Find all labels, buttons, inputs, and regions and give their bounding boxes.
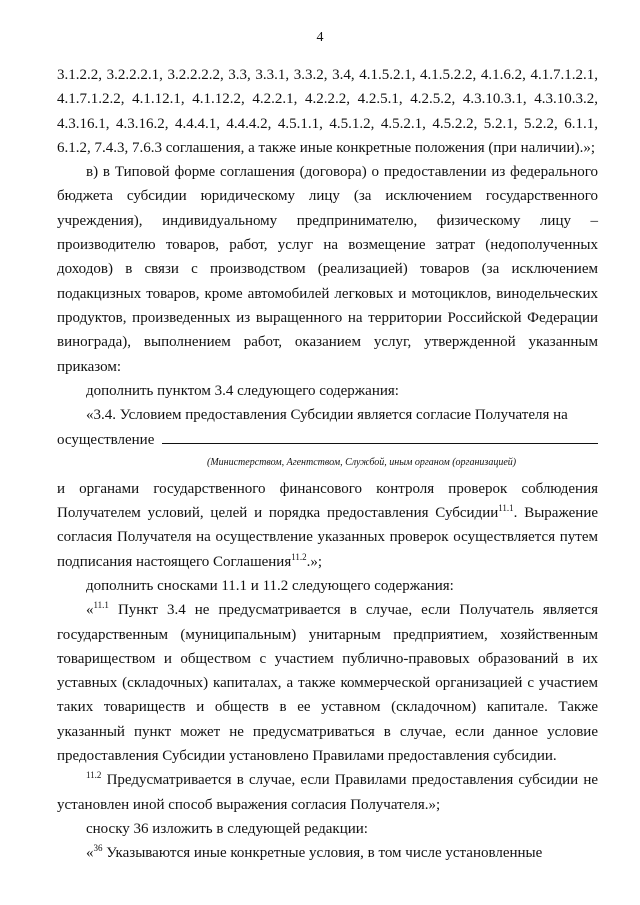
paragraph-text: .»; [306, 553, 323, 570]
fill-in-caption: (Министерством, Агентством, Службой, иным органом (организацией) [207, 456, 517, 468]
footnote-marker: 11.2 [86, 770, 102, 781]
footnote-text: Предусматривается в случае, если Правилами предоставления субсидии не установлен иной способ выражения согласия Получателя.»; [57, 772, 598, 813]
footnote-ref-11-1: 11.1 [498, 503, 514, 514]
paragraph-text: и органами государственного финансового контроля проверок соблюдения Получателем условий, целей и порядка предоставления Субсидии [57, 480, 598, 522]
paragraph-clause-3-4: «3.4. Условием предоставления Субсидии является согласие Получателя на [86, 407, 568, 424]
footnote-11-1 [57, 598, 598, 768]
footnote-text: Указываются иные конкретные условия, в том числе установленные [102, 845, 543, 862]
page-number: 4 [316, 30, 324, 45]
footnote-text: Пункт 3.4 не предусматривается в случае, если Получатель является государственным (муниципальным) унитарным предприятием, хозяйственным товариществом и обществом с участием публично-правовых образований в их уставных (складочных) капиталах, а также коммерческой организацией с участием таких товариществ и обществ в ее уставном (складочном) капитале. Также указанный пункт может не предусматриваться в случае, если данное условие предоставления Субсидии установлено Правилами предоставления субсидии. [57, 602, 598, 765]
quote-mark: « [86, 845, 94, 862]
paragraph-clause-list: 3.1.2.2, 3.2.2.2.1, 3.2.2.2.2, 3.3, 3.3.1, 3.3.2, 3.4, 4.1.5.2.1, 4.1.5.2.2, 4.1.6.2, 4.1.7.1.2.1, 4.1.7.1.2.2, 4.1.12.1, 4.1.12.2, 4.2.2.1, 4.2.2.2, 4.2.5.1, 4.2.5.2, 4.3.10.3.1, 4.3.10.3.2, 4.3.16.1, 4.3.16.2, 4.4.4.1, 4.4.4.2, 4.5.1.1, 4.5.1.2, 4.5.2.1, 4.5.2.2, 5.2.1, 5.2.2, 6.1.1, 6.1.2, 7.4.3, 7.6.3 соглашения, а также иные конкретные положения (при наличии).»; [57, 67, 598, 156]
footnote-marker: 11.1 [93, 600, 109, 611]
document-body [57, 63, 598, 866]
fill-in-row [57, 427, 598, 452]
fill-in-label: осуществление [57, 432, 155, 449]
paragraph-text: . Выражение согласия Получателя на осуществление указанных проверок осуществляется путем подписания настоящего Соглашения [57, 505, 599, 570]
paragraph-control-bodies [57, 477, 598, 574]
footnote-ref-11-2: 11.2 [291, 551, 307, 562]
footnote-marker: 36 [93, 843, 103, 854]
fill-in-blank-line [162, 427, 598, 444]
footnote-11-2 [57, 768, 598, 817]
footnote-36 [57, 841, 598, 865]
paragraph-footnote-36: сноску 36 изложить в следующей редакции: [86, 820, 368, 837]
paragraph-amendment-v: в) в Типовой форме соглашения (договора) о предоставлении из федерального бюджета субсидии юридическому лицу (за исключением государственного учреждения), индивидуальному предпринимателю, физическому лицу – производителю товаров, работ, услуг на возмещение затрат (недополученных доходов) в связи с производством (реализацией) товаров (за исключением подакцизных товаров, кроме автомобилей легковых и мотоциклов, винодельческих продуктов, произведенных из выращенного на территории Российской Федерации винограда), выполнением работ, оказанием услуг, утвержденной указанным приказом: [57, 164, 598, 375]
paragraph-add-clause: дополнить пунктом 3.4 следующего содержания: [86, 382, 399, 399]
quote-mark: « [86, 602, 94, 619]
paragraph-add-footnotes: дополнить сносками 11.1 и 11.2 следующего содержания: [86, 577, 454, 594]
